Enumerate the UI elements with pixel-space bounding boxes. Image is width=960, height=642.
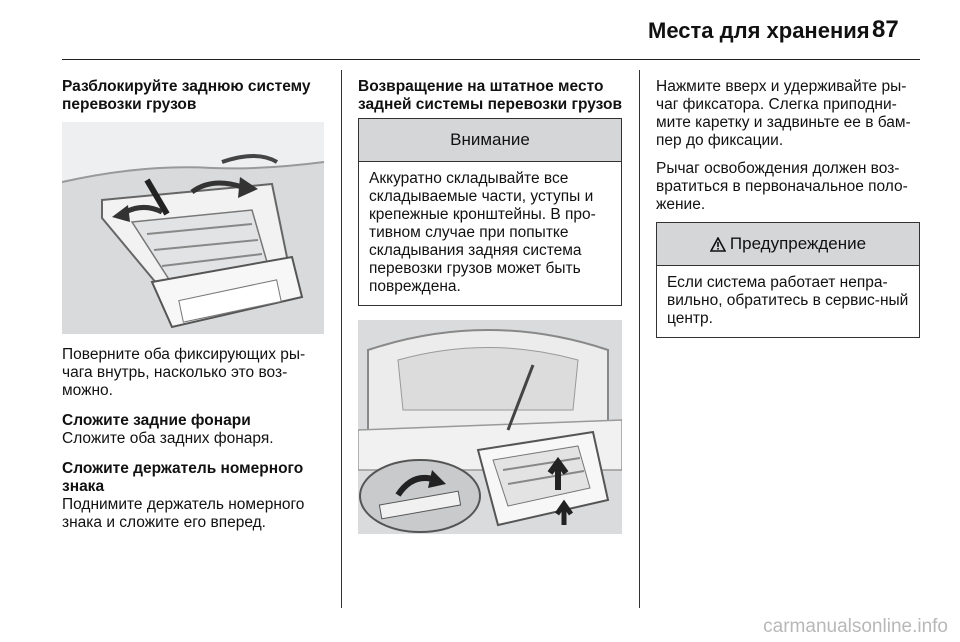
column-divider-2 [639,70,640,608]
heading-fold-lights: Сложите задние фонари [62,412,251,429]
heading-unlock: Разблокируйте заднюю систему перевозки грузов [62,78,311,113]
paragraph-fold-lights: Сложите оба задних фонаря. [62,430,274,447]
heading-fold-plate-holder: Сложите держатель номерного знака [62,460,304,495]
watermark: carmanualsonline.info [763,616,948,637]
heading-return-carrier: Возвращение на штатное место задней системы перевозки грузов [358,78,622,113]
rear-carrier-unlock-illustration [62,122,324,334]
notice-box [358,118,622,306]
warning-triangle-icon [710,237,726,252]
column-divider-1 [341,70,342,608]
column-2 [358,78,622,534]
section-title: Места для хранения [648,18,870,43]
header-rule [62,59,920,60]
warning-box [656,222,920,338]
paragraph-fold-plate-holder: Поднимите держатель номерного знака и сложите его вперед. [62,496,305,531]
paragraph-lever-return: Рычаг освобождения должен воз-вратиться в первоначальное поло-жение. [656,160,908,213]
paragraph-press-lever: Нажмите вверх и удерживайте ры-чаг фиксатора. Слегка приподни-мите каретку и задвиньте ее в бам-пер до фиксации. [656,78,911,149]
figure-return-carrier [358,320,622,534]
warning-text: Если система работает непра-вильно, обратитесь в сервис-ный центр. [667,274,909,327]
column-1 [62,78,324,532]
warning-header [657,223,919,266]
rear-carrier-return-illustration [358,320,622,534]
notice-text: Аккуратно складывайте все складываемые части, уступы и крепежные кронштейны. В про-тивном случае при попытке складывания задняя система перевозки грузов может быть повреждена. [369,170,596,295]
warning-title: Предупреждение [729,234,867,253]
figure-unlock-levers [62,122,324,334]
notice-title: Внимание [359,119,621,162]
paragraph-rotate-levers: Поверните оба фиксирующих ры-чага внутрь, насколько это воз-можно. [62,346,306,399]
page-number: 87 [872,16,899,43]
column-3 [656,78,920,338]
